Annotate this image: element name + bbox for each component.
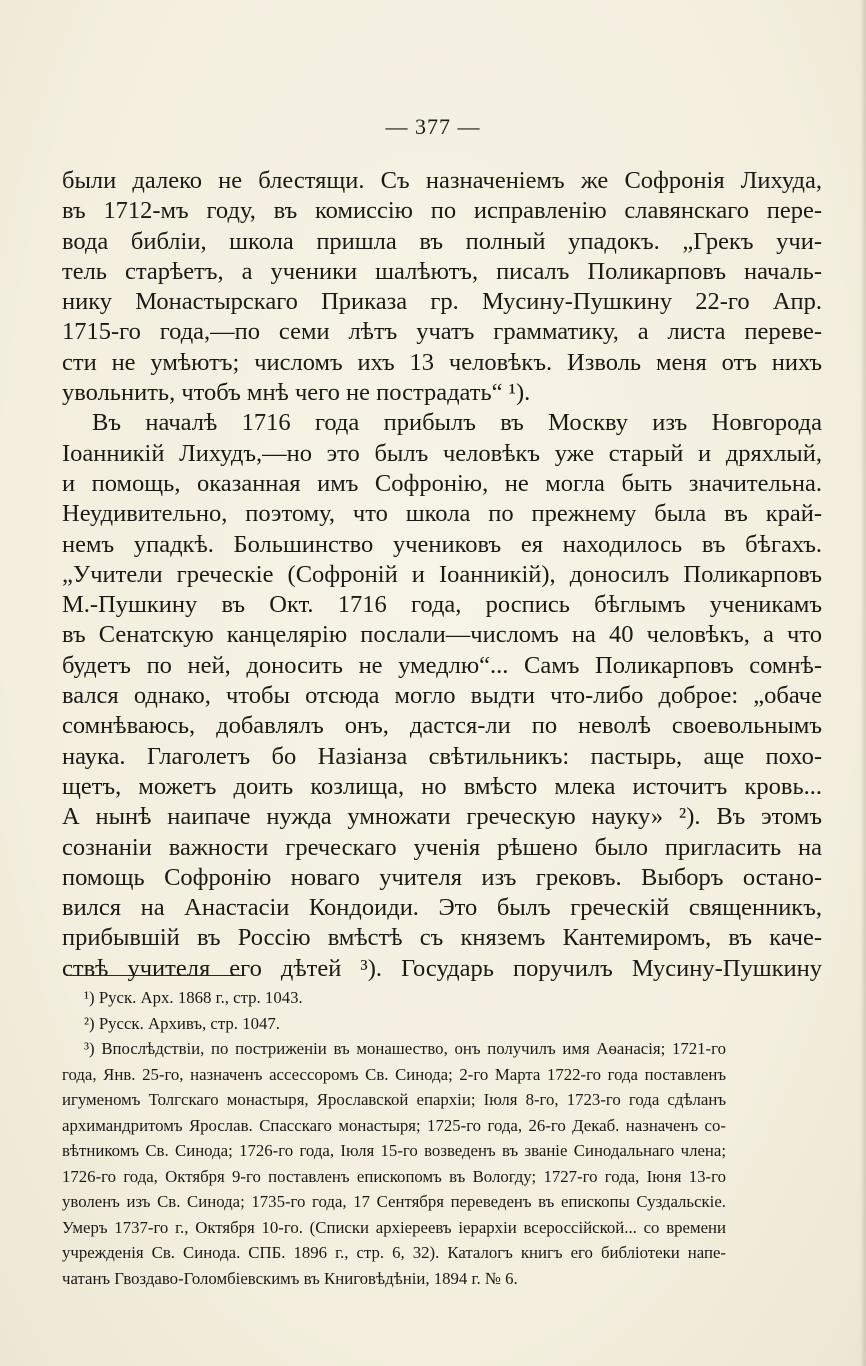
footnote-line: архимандритомъ Ярослав. Спасскаго монастыря; 1725-го года, 26-го Декаб. назначенъ со- (62, 1115, 726, 1135)
footnote-line: уволенъ изъ Св. Синода; 1735-го года, 17 Сентября переведенъ въ епископы Суздальскіе. (62, 1192, 726, 1211)
main-text (62, 166, 822, 984)
text-line: ствѣ учителя его дѣтей ³). Государь поручилъ Мусину-Пушкину (62, 954, 822, 982)
text-line: были далеко не блестящи. Съ назначеніемъ же Софронія Лихуда, (62, 167, 822, 194)
text-line: будетъ по ней, доносить не умедлю“... Самъ Поликарповъ сомнѣ- (62, 651, 822, 679)
text-line: Іоанникій Лихудъ,—но это былъ человѣкъ уже старый и дряхлый, (62, 439, 822, 467)
text-line: сознаніи важности греческаго ученія рѣшено было пригласить на (62, 833, 822, 861)
text-line: „Учители греческіе (Софроній и Іоанникій), доносилъ Поликарповъ (62, 560, 822, 588)
footnote-line: ¹) Руск. Арх. 1868 г., стр. 1043. (84, 988, 303, 1007)
text-line: вода библіи, школа пришла въ полный упадокъ. „Грекъ учи- (62, 227, 822, 255)
footnote-line: игуменомъ Толгскаго монастыря, Ярославской епархіи; Іюля 8-го, 1723-го года сдѣланъ (62, 1090, 726, 1109)
page-edge-shadow (860, 0, 866, 1366)
footnotes (62, 985, 726, 1291)
footnote-line: Умеръ 1737-го г., Октября 10-го. (Списки архіереевъ іерархіи всероссійской... со времени (62, 1217, 726, 1237)
footnote-separator (70, 975, 242, 976)
footnote-line: ³) Впослѣдствіи, по постриженіи въ монашество, онъ получилъ имя Аѳанасія; 1721-го (84, 1039, 726, 1058)
footnote-line: ²) Русск. Архивъ, стр. 1047. (84, 1013, 280, 1033)
text-line: и помощь, оказанная имъ Софронію, не могла быть значительна. (62, 469, 822, 497)
text-line: щетъ, можетъ доить козлища, но вмѣсто млека источитъ кровь... (62, 772, 822, 800)
text-line: Въ началѣ 1716 года прибылъ въ Москву изъ Новгорода (92, 409, 822, 437)
text-line: вался однако, чтобы отсюда могло выдти что-либо доброе: „обаче (62, 682, 822, 710)
text-line: 1715-го года,—по семи лѣтъ учатъ грамматику, а листа переве- (62, 318, 822, 346)
text-line: прибывшій въ Россію вмѣстѣ съ княземъ Кантемиромъ, въ каче- (62, 924, 822, 952)
footnote-line: учрежденія Св. Синода. СПБ. 1896 г., стр. 6, 32). Каталогъ книгъ его библіотеки напе- (62, 1243, 726, 1262)
text-line: А нынѣ наипаче нужда умножати греческую науку» ²). Въ этомъ (62, 803, 822, 831)
text-line: Неудивительно, поэтому, что школа по прежнему была въ край- (62, 500, 822, 528)
footnote-line: 1726-го года, Октября 9-го поставленъ епископомъ въ Вологду; 1727-го года, Іюня 13-го (62, 1166, 726, 1186)
page-number: — 377 — (385, 114, 481, 139)
text-line: сомнѣваюсь, добавлялъ онъ, дастся-ли по неволѣ своевольнымъ (62, 712, 822, 740)
text-line: немъ упадкѣ. Большинство учениковъ ея находилось въ бѣгахъ. (62, 530, 822, 558)
footnote-line: вѣтникомъ Св. Синода; 1726-го года, Іюля 15-го возведенъ въ званіе Синодальнаго члена; (62, 1141, 726, 1160)
text-line: въ 1712-мъ году, въ комиссію по исправленію славянскаго пере- (62, 197, 822, 225)
text-line: помощь Софронію новаго учителя изъ грековъ. Выборъ остано- (62, 863, 822, 891)
text-line: въ Сенатскую канцелярію послали—числомъ на 40 человѣкъ, а что (62, 621, 822, 649)
text-line: тель старѣетъ, а ученики шалѣютъ, писалъ Поликарповъ началь- (62, 257, 822, 285)
text-line: сти не умѣютъ; числомъ ихъ 13 человѣкъ. Изволь меня отъ нихъ (62, 348, 822, 376)
footnote-line: чатанъ Гвоздаво-Голомбіевскимъ въ Книговѣдѣніи, 1894 г. № 6. (62, 1268, 518, 1288)
footnote-line: года, Янв. 25-го, назначенъ ассессоромъ Св. Синода; 2-го Марта 1722-го года поставленъ (62, 1064, 726, 1084)
text-line: М.-Пушкину въ Окт. 1716 года, роспись бѣглымъ ученикамъ (62, 591, 822, 619)
text-line: наука. Глаголетъ бо Назіанза свѣтильникъ: пастырь, аще похо- (62, 742, 822, 770)
text-line: увольнить, чтобъ мнѣ чего не пострадать“ ¹). (62, 379, 531, 407)
text-line: нику Монастырскаго Приказа гр. Мусину-Пушкину 22-го Апр. (62, 288, 822, 316)
text-line: вился на Анастасіи Кондоиди. Это былъ греческій священникъ, (62, 894, 822, 922)
